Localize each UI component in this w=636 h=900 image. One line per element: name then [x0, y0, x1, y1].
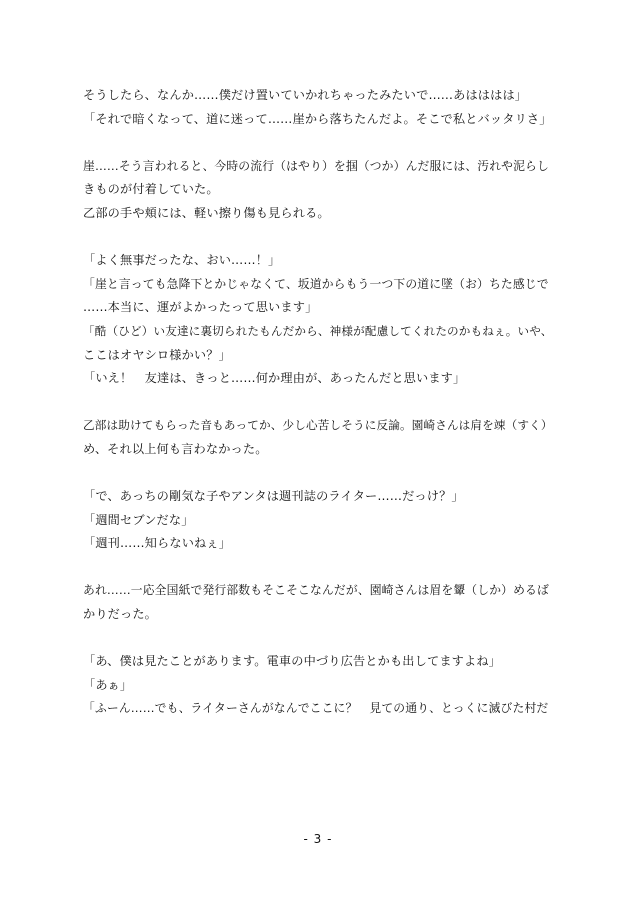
text-line: きものが付着していた。	[83, 182, 219, 197]
paragraph-gap	[83, 226, 553, 250]
text-line: 「酷（ひど）い友達に裏切られたもんだから、神様が配慮してくれたのかもねぇ。いや、	[83, 323, 553, 338]
text-line: 「あ、僕は見たことがあります。電車の中づり広告とかも出してますよね」	[83, 654, 502, 669]
paragraph-gap	[83, 462, 553, 486]
text-line: ……本当に、運がよかったって思います」	[83, 300, 318, 315]
text-line: 「週間セブンだな」	[83, 512, 194, 527]
text-line: 「ふーん……でも、ライターさんがなんでここに？ 見ての通り、とっくに滅びた村だ	[83, 701, 549, 716]
text-line: 「週刊……知らないねぇ」	[83, 536, 232, 551]
text-line: ここはオヤシロ様かい？」	[83, 347, 231, 362]
text-line: かりだった。	[83, 607, 158, 622]
text-line: 「それで暗くなって、道に迷って……崖から落ちたんだよ。そこで私とバッタリさ」	[83, 111, 552, 126]
text-line: 崖……そう言われると、今時の流行（はやり）を掴（つか）んだ服には、汚れや泥らし	[83, 158, 549, 173]
text-line: 「崖と言っても急降下とかじゃなくて、坂道からもう一つ下の道に墜（お）ちた感じで	[83, 276, 549, 291]
text-line: め、それ以上何も言わなかった。	[83, 441, 268, 456]
page-number: - 3 -	[303, 832, 333, 846]
paragraph-gap	[83, 131, 553, 155]
text-line: 「で、あっちの剛気な子やアンタは週刊誌のライター……だっけ？」	[83, 489, 464, 504]
text-line: あれ……一応全国紙で発行部数もそこそこなんだが、園崎さんは眉を顰（しか）めるば	[83, 583, 549, 598]
paragraph-gap	[83, 556, 553, 580]
text-line: 「いえ！ 友達は、きっと……何か理由が、あったんだと思います」	[83, 371, 466, 386]
paragraph-gap	[83, 627, 553, 651]
text-line: 「よく無事だったな、おい……！」	[83, 253, 281, 268]
paragraph-gap	[83, 391, 553, 415]
text-line: 乙部は助けてもらった音もあってか、少し心苦しそうに反論。園崎さんは肩を竦（すく）	[83, 418, 553, 433]
body-text	[83, 84, 553, 721]
text-line: そうしたら、なんか……僕だけ置いていかれちゃったみたいで……あはははは」	[83, 88, 528, 102]
text-line: 「あぁ」	[83, 677, 133, 692]
text-line: 乙部の手や頬には、軽い擦り傷も見られる。	[83, 205, 330, 220]
